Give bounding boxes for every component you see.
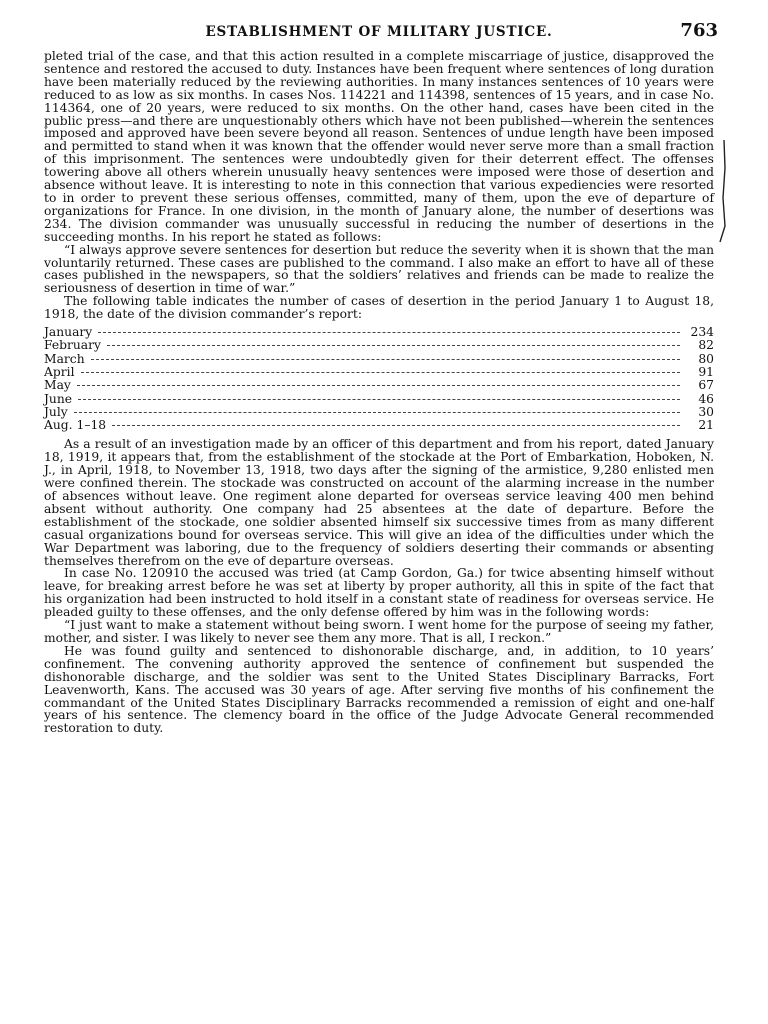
row-month: May	[44, 378, 71, 393]
table-row	[44, 339, 714, 352]
table-row	[44, 379, 714, 392]
dot-leader	[98, 332, 680, 333]
row-count: 46	[698, 391, 714, 406]
table-row	[44, 406, 714, 419]
dot-leader	[112, 425, 680, 426]
body-text	[44, 50, 714, 735]
row-month: February	[44, 338, 101, 353]
dot-leader	[77, 385, 680, 386]
table-row	[44, 353, 714, 366]
row-count: 67	[698, 378, 714, 393]
page-number: 763	[680, 20, 718, 41]
dot-leader	[78, 399, 680, 400]
row-month: Aug. 1–18	[44, 418, 107, 433]
desertion-table	[44, 326, 714, 432]
table-row	[44, 419, 714, 432]
row-count: 21	[698, 418, 714, 433]
quote-accused-statement: “I just want to make a statement without being sworn. I went home for the purpose of seeing my father, mother, and sister. I was likely to never see them any more. That is all, I reckon.”	[44, 618, 714, 645]
row-month: March	[44, 351, 85, 366]
dot-leader	[74, 412, 680, 413]
quote-division-commander: “I always approve severe sentences for desertion but reduce the severity when it is shown that the man voluntarily returned. These cases are published to the command. I also make an effort to have all of these cases published in the newspapers, so that the soldiers’ relatives and friends can be made to realize the seriousness of desertion in time of war.”	[44, 242, 714, 296]
paragraph-table-intro: The following table indicates the number of cases of desertion in the period January 1 to August 18, 1918, the date of the division commander’s report:	[44, 294, 714, 322]
table-row	[44, 366, 714, 379]
row-month: June	[44, 391, 73, 406]
row-month: April	[44, 364, 75, 379]
row-count: 91	[698, 364, 714, 379]
paragraph-1: pleted trial of the case, and that this action resulted in a complete miscarriage of justice, disapproved the sentence and restored the accused to duty. Instances have been frequent where sentences of long duration have been materially reduced by the reviewing authorities. In many instances sentences of 10 years were reduced to as low as six months. In cases Nos. 114221 and 114398, sentences of 15 years, and in case No. 114364, one of 20 years, were reduced to six months. On the other hand, cases have been cited in the public press—and there are unquestionably others which have not been published—wherein the sentences imposed and approved have been severe beyond all reason. Sentences of undue length have been imposed and permitted to stand when it was known that the offender would never serve more than a small fraction of this imprisonment. The sentences were undoubtedly given for their deterrent effect. The offenses towering above all others wherein unusually heavy sentences were imposed were those of desertion and absence without leave. It is interesting to note in this connection that various expediencies were resorted to in order to prevent these serious offenses, committed, many of them, upon the eve of departure of organizations for France. In one division, in the month of January alone, the number of desertions was 234. The division commander was unusually successful in reducing the number of desertions in the succeeding months. In his report he stated as follows:	[44, 49, 714, 244]
row-count: 30	[698, 404, 714, 419]
running-title: ESTABLISHMENT OF MILITARY JUSTICE.	[205, 24, 553, 40]
table-row	[44, 326, 714, 339]
row-count: 82	[698, 338, 714, 353]
row-month: July	[44, 404, 68, 419]
paragraph-stockade: As a result of an investigation made by an officer of this department and from his report, dated January 18, 1919, it appears that, from the establishment of the stockade at the Port of Embarkation, Hoboken, N. J., in April, 1918, to November 13, 1918, two days after the signing of the armistice, 9,280 enlisted men were confined therein. The stockade was constructed on account of the alarming increase in the number of absences without leave. One regiment alone departed for overseas service leaving 400 men behind absent without authority. One company had 25 absentees at the date of departure. Before the establishment of the stockade, one soldier absented himself six successive times from as many different casual organizations bound for overseas service. This will give an idea of the difficulties under which the War Department was laboring, due to the frequency of soldiers deserting their commands or absenting themselves therefrom on the eve of departure overseas.	[44, 437, 714, 568]
dot-leader	[81, 372, 681, 373]
margin-bracket-mark	[716, 138, 732, 244]
paragraph-case-120910: In case No. 120910 the accused was tried (at Camp Gordon, Ga.) for twice absenting himself without leave, for breaking arrest before he was set at liberty by proper authority, all this in spite of the fact that his organization had been instructed to hold itself in a constant state of readiness for overseas service. He pleaded guilty to these offenses, and the only defense offered by him was in the following words:	[44, 566, 714, 620]
paragraph-sentence: He was found guilty and sentenced to dishonorable discharge, and, in addition, to 10 years’ confinement. The convening authority approved the sentence of confinement but suspended the dishonorable discharge, and the soldier was sent to the United States Disciplinary Barracks, Fort Leavenworth, Kans. The accused was 30 years of age. After serving five months of his confinement the commandant of the United States Disciplinary Barracks recommended a remission of eight and one-half years of his sentence. The clemency board in the office of the Judge Advocate General recommended restoration to duty.	[44, 643, 714, 736]
dot-leader	[107, 345, 680, 346]
dot-leader	[91, 359, 680, 360]
row-count: 234	[690, 325, 714, 340]
running-head	[44, 20, 718, 50]
row-count: 80	[698, 351, 714, 366]
table-row	[44, 393, 714, 406]
row-month: January	[44, 325, 93, 340]
document-page	[44, 20, 718, 736]
